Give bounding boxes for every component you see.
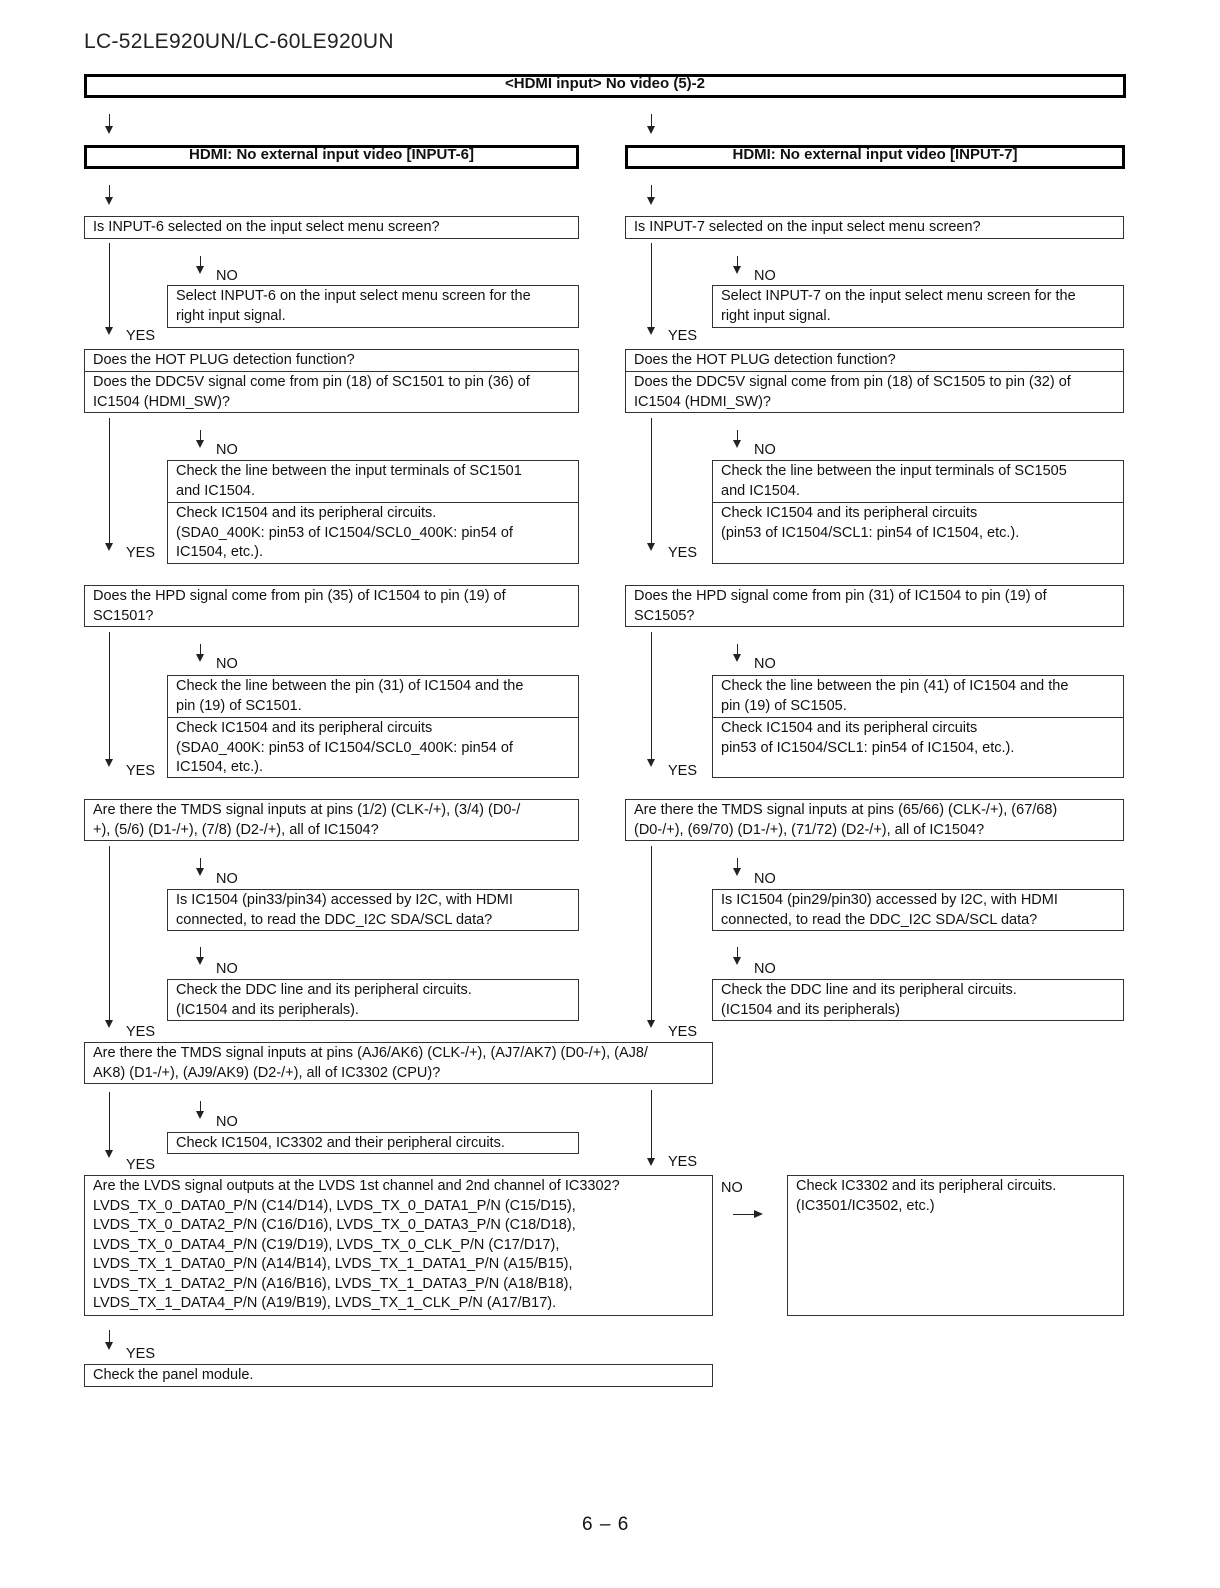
arrow-down-icon xyxy=(196,266,204,274)
question-ddc5v: Does the DDC5V signal come from pin (18) of SC1505 to pin (32) of IC1504 (HDMI_SW)? xyxy=(625,371,1124,413)
arrow-down-icon xyxy=(733,266,741,274)
arrow-down-icon xyxy=(105,759,113,767)
no-label: NO xyxy=(216,961,238,977)
no-label: NO xyxy=(754,442,776,458)
flow-line xyxy=(651,1090,652,1160)
arrow-down-icon xyxy=(733,868,741,876)
arrow-down-icon xyxy=(733,957,741,965)
action-check-peripheral: Check IC1504 and its peripheral circuits pin53 of IC1504/SCL1: pin54 of IC1504, etc.). xyxy=(712,717,1124,778)
flow-line xyxy=(109,418,110,545)
action-check-input-line: Check the line between the input terminals of SC1501 and IC1504. xyxy=(167,460,579,503)
question-i2c: Is IC1504 (pin29/pin30) accessed by I2C, with HDMI connected, to read the DDC_I2C SDA/SCL data? xyxy=(712,889,1124,931)
flow-line xyxy=(109,632,110,761)
question-input-select: Is INPUT-7 selected on the input select menu screen? xyxy=(625,216,1124,239)
yes-label: YES xyxy=(668,328,698,344)
yes-label: YES xyxy=(126,328,156,344)
yes-label: YES xyxy=(126,1157,156,1173)
action-check-input-line: Check the line between the input terminals of SC1505 and IC1504. xyxy=(712,460,1124,503)
action-check-peripheral: Check IC1504 and its peripheral circuits (SDA0_400K: pin53 of IC1504/SCL0_400K: pin54 of IC1504, etc.). xyxy=(167,717,579,778)
flow-line xyxy=(733,1214,755,1215)
yes-label: YES xyxy=(126,763,156,779)
flow-line xyxy=(651,846,652,1022)
flow-line xyxy=(651,243,652,329)
arrow-down-icon xyxy=(733,440,741,448)
arrow-down-icon xyxy=(647,197,655,205)
flow-line xyxy=(109,243,110,329)
arrow-down-icon xyxy=(647,126,655,134)
arrow-down-icon xyxy=(196,957,204,965)
question-i2c: Is IC1504 (pin33/pin34) accessed by I2C, with HDMI connected, to read the DDC_I2C SDA/SCL data? xyxy=(167,889,579,931)
no-label: NO xyxy=(216,656,238,672)
no-label: NO xyxy=(216,1114,238,1130)
section-title-input6: HDMI: No external input video [INPUT-6] xyxy=(84,145,579,169)
arrow-down-icon xyxy=(647,1158,655,1166)
page-title: <HDMI input> No video (5)-2 xyxy=(84,74,1126,98)
arrow-down-icon xyxy=(196,868,204,876)
action-check-peripheral: Check IC1504 and its peripheral circuits (pin53 of IC1504/SCL1: pin54 of IC1504, etc.). xyxy=(712,502,1124,564)
question-ddc5v: Does the DDC5V signal come from pin (18) of SC1501 to pin (36) of IC1504 (HDMI_SW)? xyxy=(84,371,579,413)
arrow-right-icon xyxy=(754,1210,763,1218)
yes-label: YES xyxy=(668,1024,698,1040)
flow-line xyxy=(109,1092,110,1152)
action-check-ic3302: Check IC1504, IC3302 and their peripheral circuits. xyxy=(167,1132,579,1154)
question-hpd: Does the HPD signal come from pin (35) of IC1504 to pin (19) of SC1501? xyxy=(84,585,579,627)
flow-line xyxy=(651,418,652,545)
action-check-hpd-line: Check the line between the pin (41) of IC1504 and the pin (19) of SC1505. xyxy=(712,675,1124,718)
action-select-input: Select INPUT-6 on the input select menu screen for the right input signal. xyxy=(167,285,579,328)
action-check-panel: Check the panel module. xyxy=(84,1364,713,1387)
question-lvds: Are the LVDS signal outputs at the LVDS 1st channel and 2nd channel of IC3302? LVDS_TX_0_DATA0_P/N (C14/D14), LVDS_TX_0_DATA1_P/N (C15/D15), LVDS_TX_0_DATA2_P/N (C16/D16), LVDS_TX_0_DATA3_P/N (C18/D18), LVDS_TX_0_DATA4_P/N (C19/D19), LVDS_TX_0_CLK_P/N (C17/D17), LVDS_TX_1_DATA0_P/N (A14/B14), LVDS_TX_1_DATA1_P/N (A15/B15), LVDS_TX_1_DATA2_P/N (A16/B16), LVDS_TX_1_DATA3_P/N (A18/B18), LVDS_TX_1_DATA4_P/N (A19/B19), LVDS_TX_1_CLK_P/N (A17/B17). xyxy=(84,1175,713,1316)
no-label: NO xyxy=(216,871,238,887)
yes-label: YES xyxy=(126,1346,156,1362)
arrow-down-icon xyxy=(105,1150,113,1158)
question-tmds: Are there the TMDS signal inputs at pins (65/66) (CLK-/+), (67/68) (D0-/+), (69/70) (D1-/+), (71/72) (D2-/+), all of IC1504? xyxy=(625,799,1124,841)
yes-label: YES xyxy=(668,545,698,561)
arrow-down-icon xyxy=(105,543,113,551)
model-number: LC-52LE920UN/LC-60LE920UN xyxy=(84,30,394,53)
arrow-down-icon xyxy=(196,654,204,662)
yes-label: YES xyxy=(668,1154,698,1170)
section-title-input7: HDMI: No external input video [INPUT-7] xyxy=(625,145,1125,169)
no-label: NO xyxy=(216,268,238,284)
question-tmds: Are there the TMDS signal inputs at pins (1/2) (CLK-/+), (3/4) (D0-/ +), (5/6) (D1-/+), (7/8) (D2-/+), all of IC1504? xyxy=(84,799,579,841)
action-check-peripheral: Check IC1504 and its peripheral circuits. (SDA0_400K: pin53 of IC1504/SCL0_400K: pin54 of IC1504, etc.). xyxy=(167,502,579,564)
arrow-down-icon xyxy=(105,327,113,335)
arrow-down-icon xyxy=(733,654,741,662)
yes-label: YES xyxy=(668,763,698,779)
no-label: NO xyxy=(754,871,776,887)
page-number: 6 – 6 xyxy=(582,1514,630,1535)
no-label: NO xyxy=(754,961,776,977)
no-label: NO xyxy=(754,268,776,284)
action-check-hpd-line: Check the line between the pin (31) of IC1504 and the pin (19) of SC1501. xyxy=(167,675,579,718)
action-check-ddc: Check the DDC line and its peripheral circuits. (IC1504 and its peripherals). xyxy=(167,979,579,1021)
yes-label: YES xyxy=(126,545,156,561)
no-label: NO xyxy=(216,442,238,458)
arrow-down-icon xyxy=(105,126,113,134)
flow-line xyxy=(651,632,652,761)
arrow-down-icon xyxy=(647,543,655,551)
yes-label: YES xyxy=(126,1024,156,1040)
action-check-ic3302-lvds: Check IC3302 and its peripheral circuits. (IC3501/IC3502, etc.) xyxy=(787,1175,1124,1316)
arrow-down-icon xyxy=(105,197,113,205)
arrow-down-icon xyxy=(647,327,655,335)
no-label: NO xyxy=(721,1180,743,1196)
question-hot-plug: Does the HOT PLUG detection function? xyxy=(625,349,1124,372)
arrow-down-icon xyxy=(647,759,655,767)
action-check-ddc: Check the DDC line and its peripheral circuits. (IC1504 and its peripherals) xyxy=(712,979,1124,1021)
question-input-select: Is INPUT-6 selected on the input select menu screen? xyxy=(84,216,579,239)
arrow-down-icon xyxy=(196,1111,204,1119)
action-select-input: Select INPUT-7 on the input select menu screen for the right input signal. xyxy=(712,285,1124,328)
arrow-down-icon xyxy=(647,1020,655,1028)
arrow-down-icon xyxy=(196,440,204,448)
question-hpd: Does the HPD signal come from pin (31) of IC1504 to pin (19) of SC1505? xyxy=(625,585,1124,627)
question-hot-plug: Does the HOT PLUG detection function? xyxy=(84,349,579,372)
arrow-down-icon xyxy=(105,1342,113,1350)
question-cpu-tmds: Are there the TMDS signal inputs at pins (AJ6/AK6) (CLK-/+), (AJ7/AK7) (D0-/+), (AJ8/ AK8) (D1-/+), (AJ9/AK9) (D2-/+), all of IC3302 (CPU)? xyxy=(84,1042,713,1084)
flow-line xyxy=(109,846,110,1022)
no-label: NO xyxy=(754,656,776,672)
arrow-down-icon xyxy=(105,1020,113,1028)
